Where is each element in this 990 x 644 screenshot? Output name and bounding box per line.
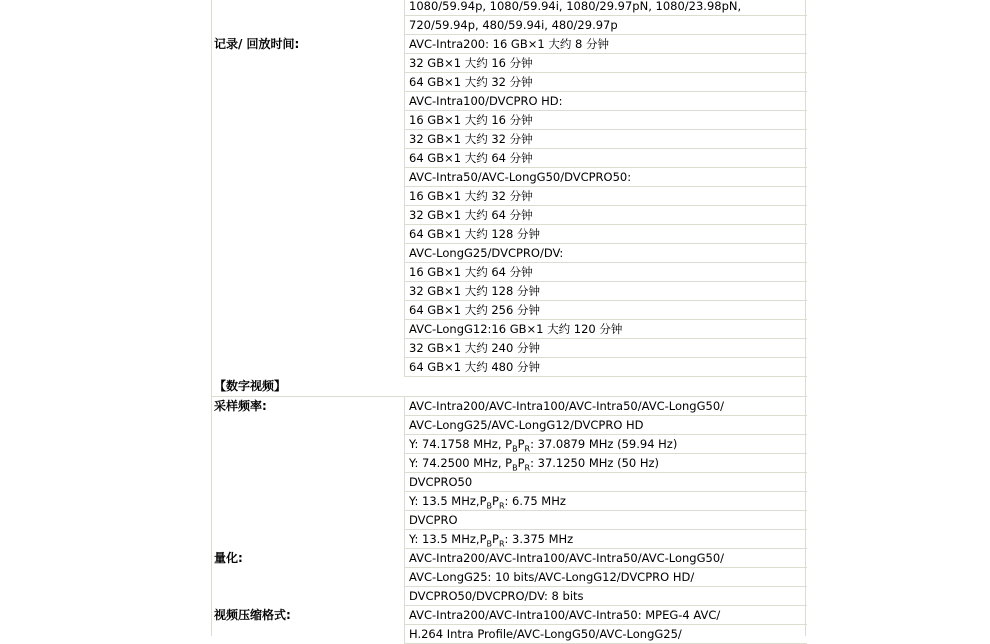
empty-label-cell — [212, 73, 404, 92]
table-row — [212, 473, 807, 492]
empty-label-cell — [212, 130, 404, 149]
record_time-value: 32 GB×1 大约 16 分钟 — [404, 54, 807, 73]
table-row — [212, 187, 807, 206]
sampling-value: DVCPRO50 — [404, 473, 807, 492]
empty-label-cell — [212, 473, 404, 492]
sampling-value: AVC-Intra200/AVC-Intra100/AVC-Intra50/AVC-LongG50/ — [404, 397, 807, 416]
table-row — [212, 358, 807, 377]
table-row — [212, 320, 807, 339]
table-row — [212, 73, 807, 92]
empty-label-cell — [212, 530, 404, 549]
quantization-value: AVC-Intra200/AVC-Intra100/AVC-Intra50/AVC-LongG50/ — [404, 549, 807, 568]
record_time-value: 64 GB×1 大约 64 分钟 — [404, 149, 807, 168]
top-value: 1080/59.94p, 1080/59.94i, 1080/29.97pN, 1080/23.98pN, — [404, 0, 807, 16]
sampling-value: AVC-LongG25/AVC-LongG12/DVCPRO HD — [404, 416, 807, 435]
table-row — [212, 206, 807, 225]
table-row — [212, 35, 807, 54]
empty-label-cell — [212, 454, 404, 473]
record_time-value: 64 GB×1 大约 128 分钟 — [404, 225, 807, 244]
table-row — [212, 492, 807, 511]
table-row — [212, 397, 807, 416]
empty-label-cell — [212, 358, 404, 377]
record_time-value: 16 GB×1 大约 16 分钟 — [404, 111, 807, 130]
empty-label-cell — [212, 16, 404, 35]
record_time-label: 记录/ 回放时间: — [214, 37, 300, 51]
spec-table — [212, 0, 807, 644]
table-row — [212, 587, 807, 606]
empty-label-cell — [212, 244, 404, 263]
record_time-value: AVC-Intra200: 16 GB×1 大约 8 分钟 — [404, 35, 807, 54]
record_time-value: 64 GB×1 大约 256 分钟 — [404, 301, 807, 320]
empty-label-cell — [212, 492, 404, 511]
record_time-value: 64 GB×1 大约 480 分钟 — [404, 358, 807, 377]
empty-label-cell — [212, 587, 404, 606]
empty-label-cell — [212, 301, 404, 320]
compression-value: H.264 Intra Profile/AVC-LongG50/AVC-LongG25/ — [404, 625, 807, 644]
quantization-value: DVCPRO50/DVCPRO/DV: 8 bits — [404, 587, 807, 606]
record_time-value: AVC-LongG25/DVCPRO/DV: — [404, 244, 807, 263]
sampling-value: DVCPRO — [404, 511, 807, 530]
table-row — [212, 282, 807, 301]
table-row — [212, 168, 807, 187]
table-row — [212, 263, 807, 282]
empty-label-cell — [212, 111, 404, 130]
record_time-value: 16 GB×1 大约 32 分钟 — [404, 187, 807, 206]
record_time-value: 32 GB×1 大约 64 分钟 — [404, 206, 807, 225]
table-row — [212, 435, 807, 454]
table-row — [212, 625, 807, 644]
table-row — [212, 606, 807, 625]
sampling-value: Y: 13.5 $MHz,P_BP_R$: 6.75 MHz — [404, 492, 807, 511]
sampling-label: 采样频率: — [214, 399, 267, 413]
table-row — [212, 244, 807, 263]
empty-label-cell — [212, 511, 404, 530]
empty-label-cell — [212, 187, 404, 206]
compression-value: AVC-Intra200/AVC-Intra100/AVC-Intra50: MPEG-4 AVC/ — [404, 606, 807, 625]
table-row — [212, 16, 807, 35]
table-row — [212, 301, 807, 320]
empty-label-cell — [212, 339, 404, 358]
empty-label-cell — [212, 0, 404, 16]
record_time-value: 32 GB×1 大约 240 分钟 — [404, 339, 807, 358]
record_time-value: AVC-Intra100/DVCPRO HD: — [404, 92, 807, 111]
record_time-value: 32 GB×1 大约 32 分钟 — [404, 130, 807, 149]
top-value: 720/59.94p, 480/59.94i, 480/29.97p — [404, 16, 807, 35]
table-row — [212, 549, 807, 568]
table-row — [212, 130, 807, 149]
sampling-value: Y: 74.2500 MHz, $P_BP_R$: 37.1250 MHz (50 Hz) — [404, 454, 807, 473]
quantization-value: AVC-LongG25: 10 bits/AVC-LongG12/DVCPRO HD/ — [404, 568, 807, 587]
table-row — [212, 339, 807, 358]
table-row — [212, 416, 807, 435]
record_time-value: 32 GB×1 大约 128 分钟 — [404, 282, 807, 301]
table-row — [212, 111, 807, 130]
empty-label-cell — [212, 568, 404, 587]
sampling-value: Y: 13.5 $MHz,P_BP_R$: 3.375 MHz — [404, 530, 807, 549]
sampling-value: Y: 74.1758 MHz, $P_BP_R$: 37.0879 MHz (59.94 Hz) — [404, 435, 807, 454]
table-row — [212, 92, 807, 111]
empty-label-cell — [212, 149, 404, 168]
empty-label-cell — [212, 435, 404, 454]
record_time-value: AVC-LongG12:16 GB×1 大约 120 分钟 — [404, 320, 807, 339]
section-heading-digital-video: 【数字视频】 — [212, 377, 807, 397]
empty-label-cell — [212, 54, 404, 73]
empty-label-cell — [212, 320, 404, 339]
empty-label-cell — [212, 282, 404, 301]
quantization-label: 量化: — [214, 551, 243, 565]
record_time-value: 16 GB×1 大约 64 分钟 — [404, 263, 807, 282]
empty-label-cell — [212, 206, 404, 225]
table-row — [212, 149, 807, 168]
table-row — [212, 454, 807, 473]
table-row — [212, 54, 807, 73]
compression-label: 视频压缩格式: — [214, 608, 291, 622]
empty-label-cell — [212, 168, 404, 187]
empty-label-cell — [212, 263, 404, 282]
table-row — [212, 225, 807, 244]
empty-label-cell — [212, 416, 404, 435]
table-row — [212, 0, 807, 16]
empty-label-cell — [212, 625, 404, 644]
empty-label-cell — [212, 92, 404, 111]
table-row — [212, 568, 807, 587]
record_time-value: 64 GB×1 大约 32 分钟 — [404, 73, 807, 92]
record_time-value: AVC-Intra50/AVC-LongG50/DVCPRO50: — [404, 168, 807, 187]
table-row — [212, 530, 807, 549]
empty-label-cell — [212, 225, 404, 244]
table-row — [212, 511, 807, 530]
